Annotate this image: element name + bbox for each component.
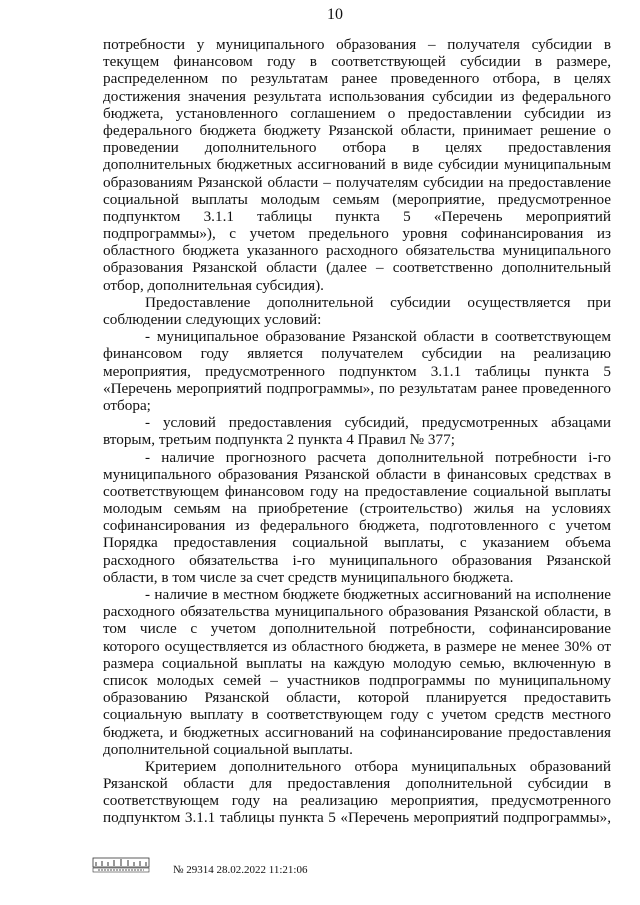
text-line: подпунктом 3.1.1 таблицы пункта 5 «Перечень мероприятий подпрограммы», [103, 809, 611, 827]
text-line: расходного обязательства муниципального образования Рязанской области, в [103, 603, 611, 621]
text-line: образования Рязанской области (далее – соответственно дополнительный [103, 259, 611, 277]
text-line: соответствующем году на реализацию мероприятия, предусмотренного [103, 792, 611, 810]
text-line: подпрограммы»), с учетом предельного уровня софинансирования из [103, 225, 611, 243]
text-line: социальную выплату в соответствующем году с учетом средств местного [103, 706, 611, 724]
text-line: распределенном по результатам ранее проведенного отбора, в целях [103, 70, 611, 88]
text-line: достижения значения результата использования субсидии из федерального [103, 87, 611, 105]
text-line: вторым, третьим подпункта 2 пункта 4 Правил № 377; [103, 431, 455, 449]
text-line: отбора; [103, 396, 151, 414]
text-line: Предоставление дополнительной субсидии осуществляется при [145, 293, 611, 311]
text-line: соответствующем финансовом году на предоставление социальной выплаты [103, 482, 611, 500]
text-line: дополнительной социальной выплаты. [103, 740, 353, 758]
text-line: бюджета, и бюджетных ассигнований на софинансирование предоставления [103, 723, 611, 741]
text-line: дополнительных бюджетных ассигнований в виде субсидии муниципальным [103, 156, 611, 174]
text-line: софинансирования из федерального бюджета, подготовленного с учетом [103, 517, 611, 535]
text-line: образованиям Рязанской области – получателям субсидии на предоставление [103, 173, 611, 191]
text-line: которого осуществляется из областного бюджета, в размере не менее 30% от [103, 637, 611, 655]
text-line: текущем финансовом году в соответствующей субсидии в размере, [103, 53, 611, 71]
text-line: областного бюджета указанного расходного обязательства муниципального [103, 242, 611, 260]
text-line: Порядка предоставления социальной выплаты, с указанием объема [103, 534, 611, 552]
text-line: расходного обязательства i-го муниципального образования Рязанской [103, 551, 611, 569]
text-line: - муниципальное образование Рязанской области в соответствующем [145, 328, 611, 346]
text-line: молодым семьям на приобретение (строительство) жилья на условиях [103, 500, 611, 518]
text-line: - наличие в местном бюджете бюджетных ассигнований на исполнение [145, 586, 611, 603]
text-line: образованию Рязанской области, которой планируется предоставить [103, 689, 611, 707]
text-line: «Перечень мероприятий подпрограммы», по результатам ранее проведенного [103, 379, 611, 397]
text-line: соблюдении следующих условий: [103, 311, 322, 328]
registration-stamp: № 29314 28.02.2022 11:21:06 [173, 864, 308, 876]
page-number: 10 [327, 6, 343, 23]
text-line: социальной выплаты молодым семьям (мероприятие, предусмотренное [103, 190, 611, 208]
stamp-logo-icon [92, 857, 150, 873]
text-line: - условий предоставления субсидий, предусмотренных абзацами [145, 414, 611, 432]
text-line: отбор, дополнительная субсидия). [103, 276, 324, 294]
text-line: Критерием дополнительного отбора муниципальных образований [145, 757, 611, 775]
text-line: бюджета, установленного соглашением о предоставлении субсидии из [103, 104, 611, 122]
text-line: финансовом году является получателем субсидии на реализацию [103, 345, 611, 363]
text-line: муниципального образования Рязанской области в финансовых средствах в [103, 465, 611, 483]
text-line: Рязанской области для предоставления дополнительной субсидии в [103, 775, 611, 793]
text-line: федерального бюджета бюджету Рязанской области, принимает решение о [103, 121, 611, 139]
text-line: список молодых семей – участников подпрограммы по муниципальному [103, 671, 611, 689]
text-line: размера социальной выплаты на каждую молодую семью, включенную в [103, 654, 611, 672]
text-line: потребности у муниципального образования – получателя субсидии в [103, 36, 611, 53]
text-line: мероприятия, предусмотренного подпунктом 3.1.1 таблицы пункта 5 [103, 362, 611, 380]
text-line: том числе с учетом дополнительной потребности, софинансирование [103, 620, 611, 638]
text-line: подпунктом 3.1.1 таблицы пункта 5 «Перечень мероприятий [103, 207, 611, 225]
text-line: - наличие прогнозного расчета дополнительной потребности i-го [145, 448, 611, 466]
text-line: проведении дополнительного отбора в целях предоставления [103, 139, 611, 157]
text-line: области, в том числе за счет средств муниципального бюджета. [103, 568, 514, 586]
document-body [103, 36, 611, 827]
